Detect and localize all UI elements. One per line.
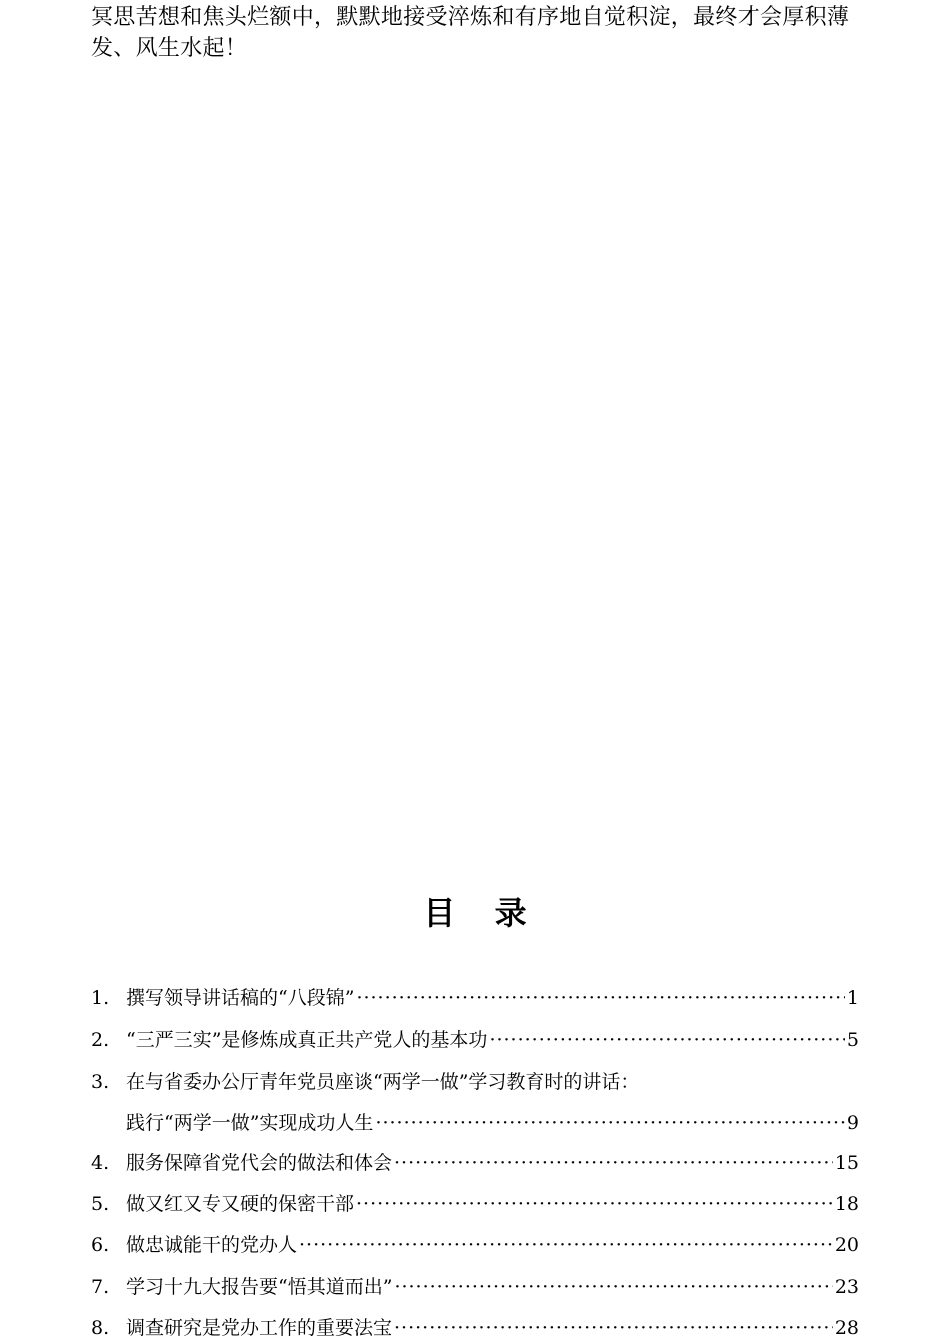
toc-item-title: 调查研究是党办工作的重要法宝 bbox=[126, 1317, 393, 1339]
toc-item-number: 1. bbox=[91, 987, 110, 1009]
toc-item-page: 20 bbox=[834, 1234, 859, 1256]
toc-item-number: 3. bbox=[91, 1071, 110, 1093]
toc-item-number: 4. bbox=[91, 1152, 110, 1174]
toc-leader-dots bbox=[356, 984, 844, 1012]
toc-leader-dots bbox=[375, 1109, 844, 1137]
toc-item[interactable] bbox=[91, 1068, 859, 1137]
toc-leader-dots bbox=[356, 1190, 833, 1218]
toc-title: 目 录 bbox=[423, 894, 541, 932]
toc-item-title: 服务保障省党代会的做法和体会 bbox=[126, 1152, 393, 1174]
toc-item-title: 做又红又专又硬的保密干部 bbox=[126, 1193, 355, 1215]
toc-item-page: 18 bbox=[834, 1193, 859, 1215]
toc-item-page: 5 bbox=[846, 1029, 859, 1051]
toc-item[interactable] bbox=[91, 1026, 859, 1054]
toc-leader-dots bbox=[489, 1026, 844, 1054]
toc-item-title: 在与省委办公厅青年党员座谈“两学一做”学习教育时的讲话： bbox=[126, 1071, 640, 1093]
toc-item-number: 6. bbox=[91, 1234, 110, 1256]
toc-item-number: 7. bbox=[91, 1276, 110, 1298]
toc-item[interactable] bbox=[91, 984, 859, 1012]
toc-item-page: 23 bbox=[834, 1276, 859, 1298]
toc-item-number: 5. bbox=[91, 1193, 110, 1215]
toc-item-number: 2. bbox=[91, 1029, 110, 1051]
toc-leader-dots bbox=[394, 1314, 833, 1342]
body-paragraph: 冥思苦想和焦头烂额中，默默地接受淬炼和有序地自觉积淀，最终才会厚积薄发、风生水起！ bbox=[91, 5, 850, 61]
toc-item[interactable] bbox=[91, 1190, 859, 1218]
toc-item[interactable] bbox=[91, 1149, 859, 1177]
toc-item-page: 9 bbox=[846, 1112, 859, 1134]
toc-item-title: 撰写领导讲话稿的“八段锦” bbox=[126, 987, 355, 1009]
toc-item-title: 做忠诚能干的党办人 bbox=[126, 1234, 298, 1256]
toc-item-title: 学习十九大报告要“悟其道而出” bbox=[126, 1276, 393, 1298]
toc-leader-dots bbox=[394, 1273, 832, 1301]
toc-item[interactable] bbox=[91, 1314, 859, 1342]
toc-leader-dots bbox=[299, 1231, 833, 1259]
toc-item[interactable] bbox=[91, 1231, 859, 1259]
toc-item-subtitle: 践行“两学一做”实现成功人生 bbox=[126, 1112, 374, 1134]
toc-item-title: “三严三实”是修炼成真正共产党人的基本功 bbox=[126, 1029, 488, 1051]
toc-item-page: 28 bbox=[834, 1317, 859, 1339]
toc-item-page: 15 bbox=[834, 1152, 859, 1174]
toc-item-number: 8. bbox=[91, 1317, 110, 1339]
toc-item[interactable] bbox=[91, 1273, 859, 1301]
toc-item-page: 1 bbox=[846, 987, 859, 1009]
toc-leader-dots bbox=[394, 1149, 833, 1177]
